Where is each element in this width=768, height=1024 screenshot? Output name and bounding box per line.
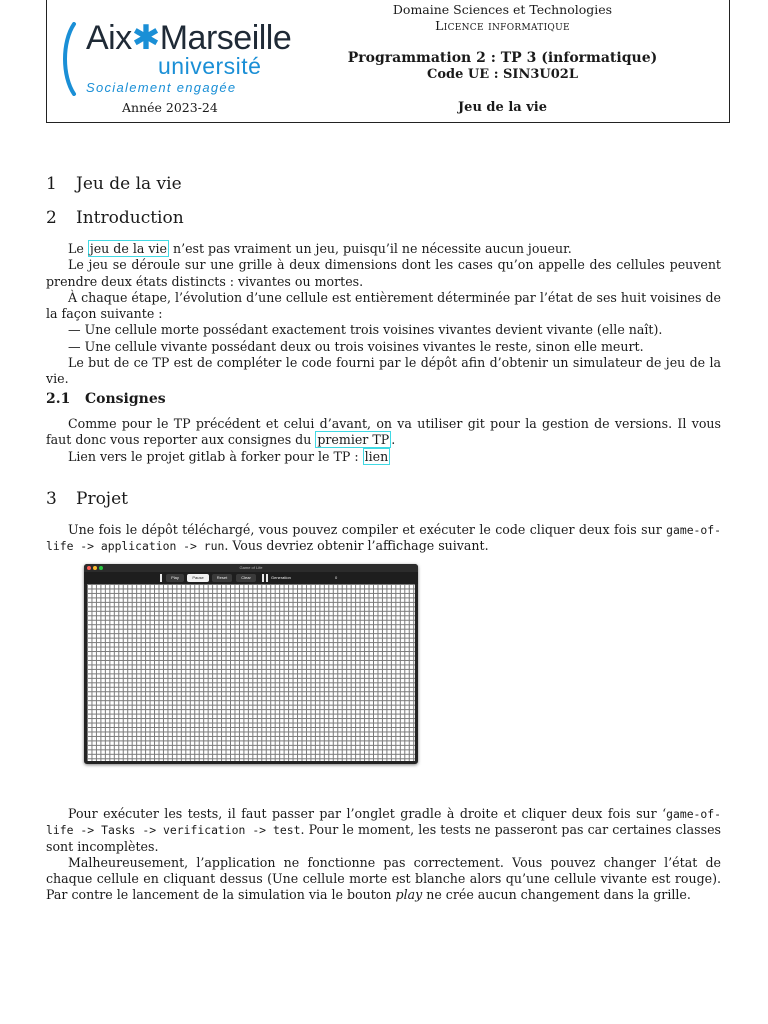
header-title: Jeu de la vie (458, 100, 547, 115)
generation-value: 0 (335, 575, 338, 580)
section-heading-2: 2 Introduction (46, 208, 184, 228)
introduction-text: Le jeu de la vie n’est pas vraiment un jeu, puisqu’il ne nécessite aucun joueur. Le jeu se déroule sur une grille à deux dimensions dont les cases qu’on appelle des cellules peuvent prendre deux états distincts : vivantes ou mortes. À chaque étape, l’évolution d’une cellule est entièrement déterminée par l’état de ses huit voisines de la façon suivante : — Une cellule morte possédant exactement trois voisines vivantes devient vivante (elle naît). — Une cellule vivante possédant deux ou trois voisines vivantes le reste, sinon elle meurt. Le but de ce TP est de compléter le code fourni par le dépôt afin d’obtenir un simulateur de jeu de la vie. (46, 241, 721, 387)
header-code: Code UE : SIN3U02L (427, 67, 578, 82)
projet-text-1: Une fois le dépôt téléchargé, vous pouvez compiler et exécuter le code cliquer deux fois sur game-of-life -> application -> run. Vous devriez obtenir l’affichage suivant. (46, 522, 721, 554)
projet-text-2: Pour exécuter les tests, il faut passer par l’onglet gradle à droite et cliquer deux fois sur ‘game-of-life -> Tasks -> verification -> test. Pour le moment, les tests ne passeront pas car certaines classes sont incomplètes. Malheureusement, l’application ne fonctionne pas correctement. Vous pouvez changer l’état de chaque cellule en cliquant dessus (Une cellule morte est blanche alors qu’une cellule vivante est rouge). Par contre le lancement de la simulation via le bouton play ne crée aucun changement dans la grille. (46, 806, 721, 903)
header-course: Programmation 2 : TP 3 (informatique) (347, 50, 658, 66)
cell-grid[interactable] (87, 584, 415, 761)
premier-tp-link[interactable]: premier TP (317, 432, 390, 448)
app-titlebar (84, 564, 418, 572)
consignes-text: Comme pour le TP précédent et celui d’avant, on va utiliser git pour la gestion de versions. Il vous faut donc vous reporter aux consignes du premier TP . Lien vers le projet gitlab à forker pour le TP : lien (46, 416, 721, 464)
run-path-code: game-of-life -> application -> run (46, 523, 721, 554)
logo-bracket-icon (60, 22, 80, 96)
toolbar-separator (266, 574, 268, 582)
app-toolbar (84, 572, 418, 584)
jeu-de-la-vie-link[interactable]: jeu de la vie (89, 241, 167, 256)
academic-year: Année 2023-24 (122, 100, 218, 115)
game-of-life-screenshot (84, 564, 418, 764)
list-item: — Une cellule vivante possédant deux ou trois voisines vivantes le reste, sinon elle meurt. (68, 338, 644, 354)
app-window-title: Game of Life (239, 565, 263, 570)
header-domain: Domaine Sciences et Technologies (392, 2, 613, 17)
generation-label: Generation (271, 575, 291, 580)
clear-button[interactable]: Clear (236, 574, 256, 582)
logo-wordmark: Aix✱Marseille (86, 19, 292, 57)
toolbar-separator (160, 574, 162, 582)
play-button[interactable]: Play (166, 574, 184, 582)
toolbar-separator (262, 574, 264, 582)
section-heading-1: 1 Jeu de la vie (46, 174, 182, 194)
university-logo (60, 19, 292, 102)
logo-star-icon: ✱ (131, 19, 160, 57)
logo-tagline: Socialement engagée (86, 80, 237, 95)
logo-universite: université (158, 53, 262, 79)
pause-button[interactable]: Pause (187, 574, 209, 582)
subsection-heading-consignes: 2.1 Consignes (46, 391, 166, 407)
list-item: — Une cellule morte possédant exactement trois voisines vivantes devient vivante (elle naît). (68, 322, 663, 338)
header-licence: Licence informatique (435, 18, 570, 33)
gitlab-project-link[interactable]: lien (364, 448, 389, 464)
reset-button[interactable]: Reset (212, 574, 232, 582)
section-heading-3: 3 Projet (46, 489, 128, 509)
test-path-code: game-of-life -> Tasks -> verification -> test (46, 807, 721, 838)
